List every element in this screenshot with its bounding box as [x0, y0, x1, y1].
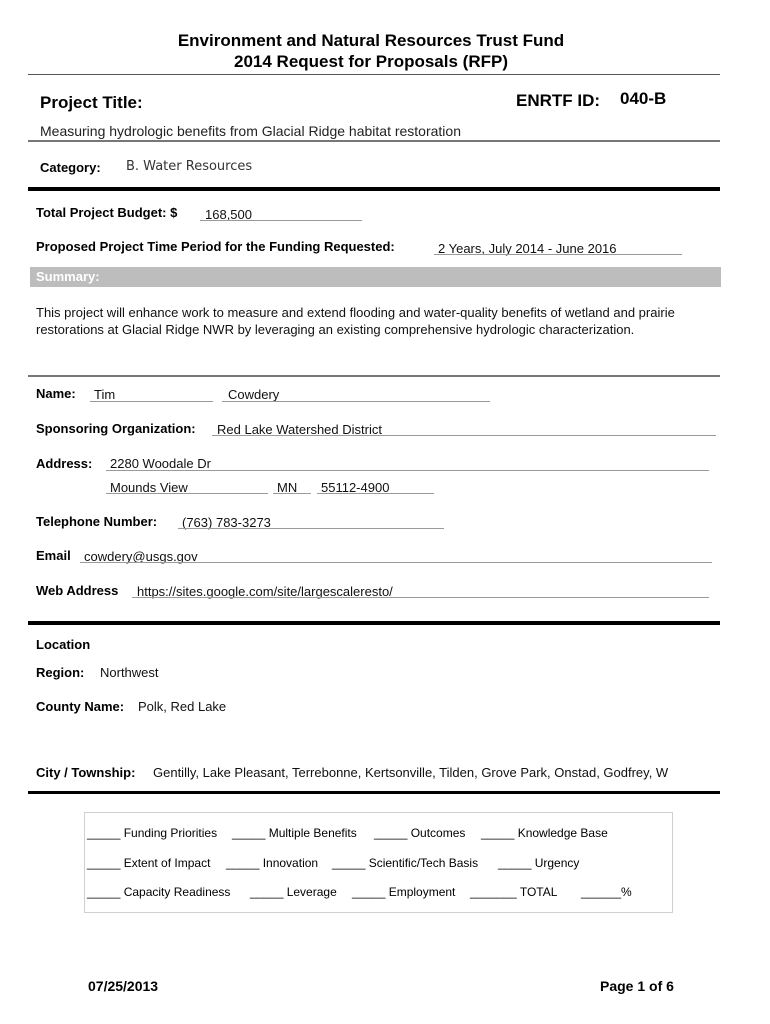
email-value: cowdery@usgs.gov: [84, 549, 198, 564]
zip-underline: [317, 493, 434, 494]
summary-text-line2: restorations at Glacial Ridge NWR by leveraging an existing comprehensive hydrologic characterization.: [36, 322, 635, 337]
footer-page-number: Page 1 of 6: [600, 978, 674, 994]
score-urgency: _____ Urgency: [498, 856, 580, 870]
sponsoring-org-value: Red Lake Watershed District: [217, 422, 382, 437]
category-label: Category:: [40, 160, 101, 175]
last-name-value: Cowdery: [228, 387, 280, 402]
county-value: Polk, Red Lake: [138, 699, 227, 714]
telephone-underline: [178, 528, 444, 529]
project-title-divider: [28, 140, 720, 142]
score-innovation: _____ Innovation: [226, 856, 319, 870]
score-outcomes: _____ Outcomes: [374, 826, 466, 840]
budget-value: 168,500: [205, 207, 252, 222]
city-value: Mounds View: [110, 480, 188, 495]
sponsoring-org-label: Sponsoring Organization:: [36, 421, 196, 436]
state-underline: [273, 493, 311, 494]
sponsoring-org-underline: [212, 435, 716, 436]
summary-label: Summary:: [36, 269, 100, 284]
city-township-label: City / Township:: [36, 765, 136, 780]
summary-divider: [28, 375, 720, 377]
street-underline: [106, 470, 709, 471]
budget-label: Total Project Budget: $: [36, 205, 178, 220]
budget-underline: [200, 220, 362, 221]
period-label: Proposed Project Time Period for the Funding Requested:: [36, 239, 395, 254]
city-township-value: Gentilly, Lake Pleasant, Terrebonne, Kertsonville, Tilden, Grove Park, Onstad, Godfrey, W: [153, 765, 669, 780]
score-multiple-benefits: _____ Multiple Benefits: [232, 826, 357, 840]
summary-bar: [30, 267, 721, 287]
enrtf-id-value: 040-B: [620, 89, 667, 108]
telephone-value: (763) 783-3273: [182, 515, 271, 530]
score-scientific-tech-basis: _____ Scientific/Tech Basis: [332, 856, 479, 870]
project-title-label: Project Title:: [40, 93, 143, 112]
score-extent-of-impact: _____ Extent of Impact: [87, 856, 211, 870]
score-funding-priorities: _____ Funding Priorities: [87, 826, 218, 840]
first-name-value: Tim: [94, 387, 116, 402]
location-heading: Location: [36, 637, 91, 652]
score-leverage: _____ Leverage: [250, 885, 337, 899]
zip-value: 55112-4900: [321, 480, 390, 495]
period-underline: [434, 254, 682, 255]
address-label: Address:: [36, 456, 93, 471]
region-label: Region:: [36, 665, 85, 680]
email-underline: [80, 562, 712, 563]
score-total: _______ TOTAL: [470, 885, 558, 899]
location-divider: [28, 791, 720, 794]
score-knowledge-base: _____ Knowledge Base: [481, 826, 608, 840]
score-capacity-readiness: _____ Capacity Readiness: [87, 885, 231, 899]
email-label: Email: [36, 548, 71, 563]
header-divider: [28, 74, 720, 75]
last-name-underline: [222, 401, 490, 402]
city-underline: [106, 493, 268, 494]
street-value: 2280 Woodale Dr: [110, 456, 211, 471]
contact-divider: [28, 621, 720, 625]
enrtf-id-label: ENRTF ID:: [516, 91, 601, 110]
county-label: County Name:: [36, 699, 125, 714]
score-percent: ______%: [581, 885, 632, 899]
state-value: MN: [277, 480, 298, 495]
web-address-underline: [132, 597, 709, 598]
summary-text-line1: This project will enhance work to measure and extend flooding and water-quality benefits of wetland and prairie: [36, 305, 675, 320]
score-employment: _____ Employment: [352, 885, 456, 899]
category-divider: [28, 187, 720, 191]
telephone-label: Telephone Number:: [36, 514, 158, 529]
category-value: B. Water Resources: [126, 159, 253, 174]
name-label: Name:: [36, 386, 76, 401]
form-title-line1: Environment and Natural Resources Trust Fund: [177, 31, 565, 50]
web-address-value: https://sites.google.com/site/largescaleresto/: [137, 584, 393, 599]
period-value: 2 Years, July 2014 - June 2016: [438, 241, 617, 256]
region-value: Northwest: [100, 665, 159, 680]
first-name-underline: [90, 401, 213, 402]
web-address-label: Web Address: [36, 583, 119, 598]
footer-date: 07/25/2013: [88, 978, 159, 994]
project-title-value: Measuring hydrologic benefits from Glacial Ridge habitat restoration: [40, 123, 461, 139]
form-title-line2: 2014 Request for Proposals (RFP): [234, 52, 508, 71]
